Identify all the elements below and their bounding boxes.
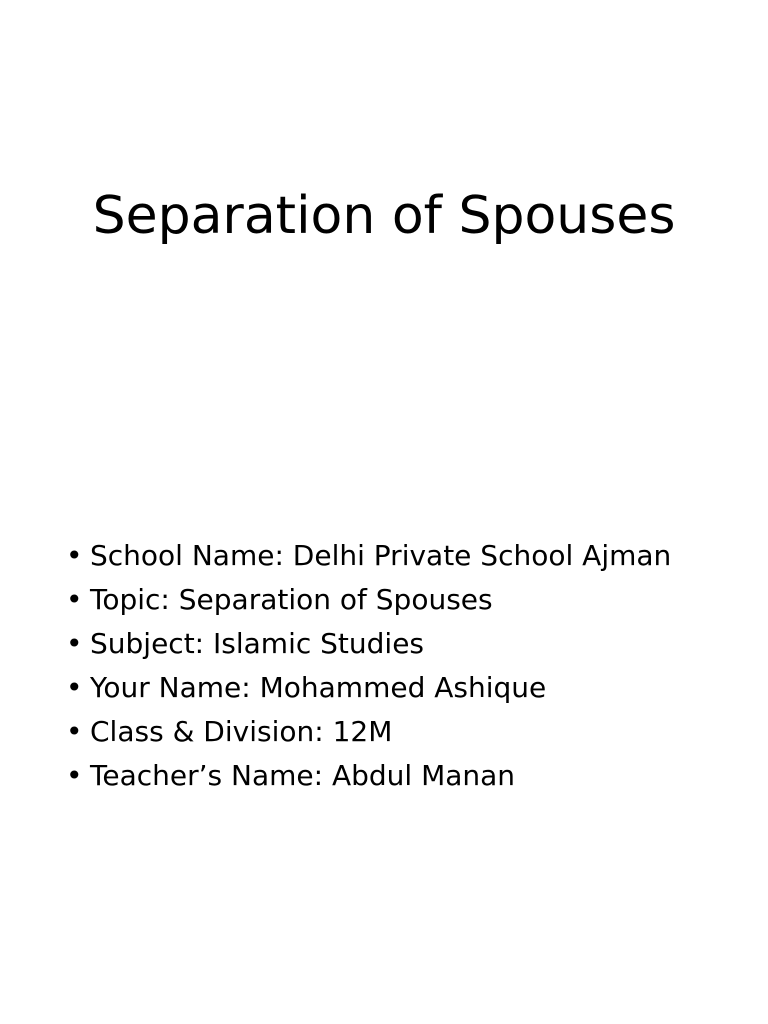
list-item (66, 754, 671, 798)
teacher-name-text: Teacher’s Name: Abdul Manan (90, 759, 516, 792)
bullet-icon: • (66, 759, 83, 792)
list-item (66, 666, 671, 710)
bullet-icon: • (66, 583, 83, 616)
class-division-text: Class & Division: 12M (90, 715, 393, 748)
subject-text: Subject: Islamic Studies (90, 627, 425, 660)
bullet-icon: • (66, 627, 83, 660)
slide-title: Separation of Spouses (92, 186, 676, 246)
topic-text: Topic: Separation of Spouses (90, 583, 493, 616)
bullet-icon: • (66, 539, 83, 572)
student-name-text: Your Name: Mohammed Ashique (90, 671, 547, 704)
bullet-icon: • (66, 715, 83, 748)
school-name-text: School Name: Delhi Private School Ajman (90, 539, 672, 572)
list-item (66, 622, 671, 666)
bullet-icon: • (66, 671, 83, 704)
list-item (66, 578, 671, 622)
bullet-list (66, 534, 671, 798)
list-item (66, 710, 671, 754)
list-item (66, 534, 671, 578)
